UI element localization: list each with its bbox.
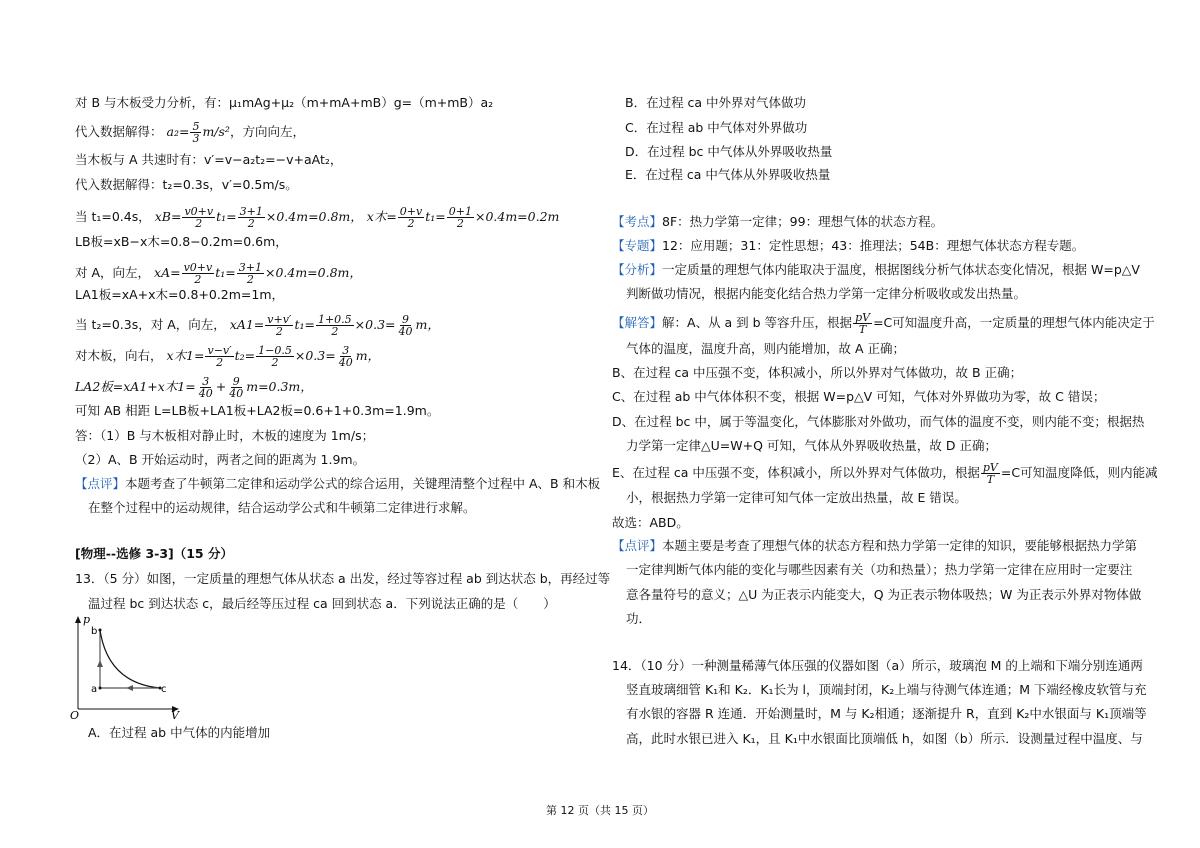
math-var: x木1= bbox=[166, 348, 205, 363]
denominator: 2 bbox=[456, 217, 464, 230]
solution-b: B、在过程 ca 中压强不变，体积减小，所以外界对气体做功，故 B 正确； bbox=[612, 365, 1023, 380]
unit: m/s² bbox=[202, 124, 230, 139]
fraction bbox=[337, 345, 355, 368]
question-13-line-2: 温过程 bc 到达状态 c，最后经等压过程 ca 回到状态 a．下列说法正确的是（ ） bbox=[88, 596, 556, 611]
numerator: 9 bbox=[402, 313, 409, 326]
fraction bbox=[853, 312, 872, 335]
fraction bbox=[197, 376, 215, 399]
text: =C可知温度升高，一定质量的理想气体内能决定于 bbox=[873, 315, 1155, 330]
text: =C可知温度降低，则内能减 bbox=[1000, 465, 1158, 480]
fraction bbox=[238, 206, 265, 229]
line-t2: 代入数据解得：t₂=0.3s，v′=0.5m/s。 bbox=[75, 177, 298, 192]
zt-tag: 【专题】 bbox=[612, 238, 663, 253]
math-text: ×0.3= bbox=[294, 348, 336, 363]
math-text: m， bbox=[355, 348, 381, 363]
text: ，方向向左， bbox=[229, 124, 305, 139]
text: E、在过程 ca 中压强不变，体积减小，所以外界对气体做功，根据 bbox=[612, 465, 980, 480]
denominator: 2 bbox=[271, 356, 279, 369]
line-la2 bbox=[75, 376, 313, 399]
line-a2 bbox=[75, 121, 305, 144]
text: 对 A，向左， bbox=[75, 265, 151, 280]
option-b: B．在过程 ca 中外界对气体做功 bbox=[625, 95, 807, 110]
line-xa bbox=[75, 262, 362, 285]
line-comment-1 bbox=[75, 476, 600, 492]
denominator: 40 bbox=[198, 387, 213, 400]
solution-1 bbox=[612, 312, 1155, 335]
numerator: v0+v bbox=[183, 261, 213, 274]
math-var: t₁= bbox=[215, 265, 236, 280]
denominator: 2 bbox=[275, 325, 283, 338]
text: 一定质量的理想气体内能取决于温度，根据图线分析气体状态变化情况，根据 W=p△V bbox=[662, 262, 1140, 277]
solution-e-2: 小，根据热力学第一定律可知气体一定放出热量，故 E 错误。 bbox=[626, 490, 967, 505]
numerator: 0+1 bbox=[448, 205, 472, 218]
point-a bbox=[99, 687, 102, 690]
line-xa1 bbox=[75, 314, 440, 337]
numerator: v−v′ bbox=[207, 344, 232, 357]
knowledge-point bbox=[612, 214, 943, 230]
denominator: 2 bbox=[407, 217, 415, 230]
label-v: V bbox=[171, 709, 179, 721]
answer-choice: 故选：ABD。 bbox=[612, 515, 689, 530]
numerator: pV bbox=[982, 461, 998, 474]
math-var: t₂= bbox=[234, 348, 256, 363]
process-bc bbox=[100, 630, 160, 688]
text: 代入数据解得： bbox=[75, 124, 163, 139]
solution-2: 气体的温度，温度升高，则内能增加，故 A 正确； bbox=[626, 341, 905, 356]
numerator: 3 bbox=[342, 344, 350, 357]
numerator: 3+1 bbox=[238, 261, 262, 274]
dp-tag: 【点评】 bbox=[612, 538, 663, 553]
fraction bbox=[397, 314, 415, 337]
arrow-ab bbox=[97, 660, 103, 667]
label-origin: O bbox=[70, 709, 80, 721]
denominator: 2 bbox=[216, 356, 224, 369]
text: 当 t₁=0.4s， bbox=[75, 209, 151, 224]
question-14-line-2: 竖直玻璃细管 K₁和 K₂．K₁长为 l，顶端封闭，K₂上端与待测气体连通；M 下端经橡皮软管与充 bbox=[626, 682, 1147, 697]
analysis-2: 判断做功情况，根据内能变化结合热力学第一定律分析吸收或发出热量。 bbox=[626, 286, 1027, 301]
math-text: + bbox=[215, 379, 227, 394]
denominator: 3 bbox=[192, 132, 200, 145]
denominator: 2 bbox=[194, 273, 202, 286]
text: 本题主要是考查了理想气体的状态方程和热力学第一定律的知识，要能够根据热力学第 bbox=[662, 538, 1138, 553]
line-ab-distance: 可知 AB 相距 L=LB板+LA1板+LA2板=0.6+1+0.3m=1.9m。 bbox=[75, 403, 440, 418]
numerator: 3+1 bbox=[239, 205, 263, 218]
comment-tag: 【点评】 bbox=[75, 476, 126, 491]
fraction bbox=[256, 345, 294, 368]
math-var: t₁= bbox=[294, 317, 315, 332]
numerator: pV bbox=[855, 311, 871, 324]
jd-tag: 【解答】 bbox=[612, 315, 663, 330]
topic bbox=[612, 238, 1084, 254]
line-lb: LB板=xB−x木=0.8−0.2m=0.6m， bbox=[75, 234, 288, 249]
numerator: v+v′ bbox=[267, 313, 292, 326]
denominator: T bbox=[858, 323, 867, 336]
line-answer-2: （2）A、B 开始运动时，两者之间的距离为 1.9m。 bbox=[75, 452, 366, 467]
numerator: 9 bbox=[232, 375, 240, 388]
numerator: 5 bbox=[192, 120, 200, 133]
question-13-line-1: 13．（5 分）如图，一定质量的理想气体从状态 a 出发，经过等容过程 ab 到达状态 b，再经过等 bbox=[75, 571, 611, 586]
numerator: 3 bbox=[202, 375, 210, 388]
option-c: C．在过程 ab 中气体对外界做功 bbox=[625, 120, 808, 135]
fraction bbox=[447, 206, 474, 229]
line-answer-1: 答：（1）B 与木板相对静止时，木板的速度为 1m/s； bbox=[75, 428, 375, 443]
math-text: ×0.4m=0.8m， bbox=[264, 265, 362, 280]
math-text: ×0.4m=0.8m， bbox=[265, 209, 363, 224]
arrow-ca bbox=[126, 685, 133, 691]
line-comment-2: 在整个过程中的运动规律，结合运动学公式和牛顿第二定律进行求解。 bbox=[88, 500, 476, 515]
denominator: 2 bbox=[247, 217, 255, 230]
text: 8F：热力学第一定律；99：理想气体的状态方程。 bbox=[662, 214, 944, 229]
fraction bbox=[265, 314, 293, 337]
question-14-line-4: 高，此时水银已进入 K₁，且 K₁中水银面比顶端低 h，如图（b）所示．设测量过程中温度、与 bbox=[626, 731, 1143, 746]
solution-c: C、在过程 ab 中气体体积不变，根据 W=p△V 可知，气体对外界做功为零，故 C 错误； bbox=[612, 389, 1106, 404]
option-e: E．在过程 ca 中气体从外界吸收热量 bbox=[625, 167, 831, 182]
comment-3: 意各量符号的意义；△U 为正表示内能变大，Q 为正表示物体吸热；W 为正表示外界对物体做 bbox=[626, 587, 1142, 602]
fraction bbox=[237, 262, 264, 285]
denominator: 40 bbox=[338, 356, 353, 369]
fraction bbox=[981, 462, 1000, 485]
math-var: t₁= bbox=[216, 209, 237, 224]
fraction bbox=[205, 345, 233, 368]
math-var: xA1= bbox=[229, 317, 265, 332]
math-text: m， bbox=[415, 317, 440, 332]
p-axis-arrow bbox=[75, 616, 81, 623]
point-b bbox=[99, 629, 102, 632]
math-var: t₁= bbox=[425, 209, 446, 224]
page-footer: 第 12 页（共 15 页） bbox=[546, 804, 654, 817]
label-a: a bbox=[91, 684, 98, 695]
fraction bbox=[182, 262, 215, 285]
numerator: v0+v bbox=[184, 205, 214, 218]
fraction bbox=[182, 206, 215, 229]
denominator: T bbox=[986, 473, 995, 486]
math-text: LA2板=xA1+x木1= bbox=[75, 379, 196, 394]
question-14-line-1: 14．（10 分）一种测量稀薄气体压强的仪器如图（a）所示，玻璃泡 M 的上端和下端分别连通两 bbox=[612, 658, 1143, 673]
solution-d-2: 力学第一定律△U=W+Q 可知，气体从外界吸收热量，故 D 正确； bbox=[626, 438, 997, 453]
pv-diagram bbox=[68, 613, 183, 721]
numerator: 0+v bbox=[399, 205, 423, 218]
denominator: 2 bbox=[195, 217, 203, 230]
line-xmu1 bbox=[75, 345, 380, 368]
comment-4: 功． bbox=[626, 611, 652, 626]
text: 当 t₂=0.3s，对 A，向左， bbox=[75, 317, 226, 332]
math-var: xB= bbox=[154, 209, 182, 224]
solution-e-1 bbox=[612, 462, 1158, 485]
text: 12：应用题；31：定性思想；43：推理法；54B：理想气体状态方程专题。 bbox=[662, 238, 1085, 253]
denominator: 2 bbox=[246, 273, 254, 286]
denominator: 2 bbox=[331, 325, 339, 338]
label-c: c bbox=[161, 684, 167, 695]
analysis-1 bbox=[612, 262, 1140, 278]
line-la1: LA1板=xA+x木=0.8+0.2m=1m， bbox=[75, 287, 285, 302]
math-var: a₂= bbox=[166, 124, 190, 139]
fraction bbox=[227, 376, 245, 399]
math-text: m=0.3m， bbox=[246, 379, 313, 394]
line-force-analysis: 对 B 与木板受力分析，有：μ₁mAg+μ₂（m+mA+mB）g=（m+mB）a₂ bbox=[75, 95, 494, 110]
comment-2: 一定律判断气体内能的变化与哪些因素有关（功和热量）；热力学第一定律在应用时一定要注 bbox=[626, 562, 1133, 577]
denominator: 40 bbox=[398, 325, 413, 338]
fx-tag: 【分析】 bbox=[612, 262, 663, 277]
text: 解：A、从 a 到 b 等容升压，根据 bbox=[662, 315, 853, 330]
solution-d-1: D、在过程 bc 中，属于等温变化，气体膨胀对外做功，而气体的温度不变，则内能不变；根据热 bbox=[612, 414, 1145, 429]
section-heading: [物理--选修 3-3]（15 分） bbox=[75, 546, 233, 561]
kd-tag: 【考点】 bbox=[612, 214, 663, 229]
line-common-velocity: 当木板与 A 共速时有：v′=v−a₂t₂=−v+aAt₂， bbox=[75, 152, 343, 167]
question-14-line-3: 有水银的容器 R 连通．开始测量时，M 与 K₂相通；逐渐提升 R，直到 K₂中水银面与 K₁顶端等 bbox=[626, 706, 1147, 721]
comment-1 bbox=[612, 538, 1137, 554]
label-b: b bbox=[91, 626, 98, 637]
numerator: 1+0.5 bbox=[317, 313, 352, 326]
math-var: x木= bbox=[366, 209, 397, 224]
numerator: 1−0.5 bbox=[258, 344, 292, 357]
text: 对木板，向右， bbox=[75, 348, 163, 363]
option-a: A．在过程 ab 中气体的内能增加 bbox=[88, 725, 271, 740]
math-var: xA= bbox=[154, 265, 181, 280]
fraction bbox=[190, 121, 201, 144]
math-text: ×0.4m=0.2m bbox=[474, 209, 560, 224]
option-d: D．在过程 bc 中气体从外界吸收热量 bbox=[625, 144, 833, 159]
math-text: ×0.3= bbox=[354, 317, 396, 332]
label-p: p bbox=[83, 613, 91, 626]
line-t1-xb bbox=[75, 206, 559, 229]
fraction bbox=[316, 314, 354, 337]
text: 本题考查了牛顿第二定律和运动学公式的综合运用，关键理清整个过程中 A、B 和木板 bbox=[125, 476, 601, 491]
fraction bbox=[398, 206, 424, 229]
denominator: 40 bbox=[229, 387, 244, 400]
